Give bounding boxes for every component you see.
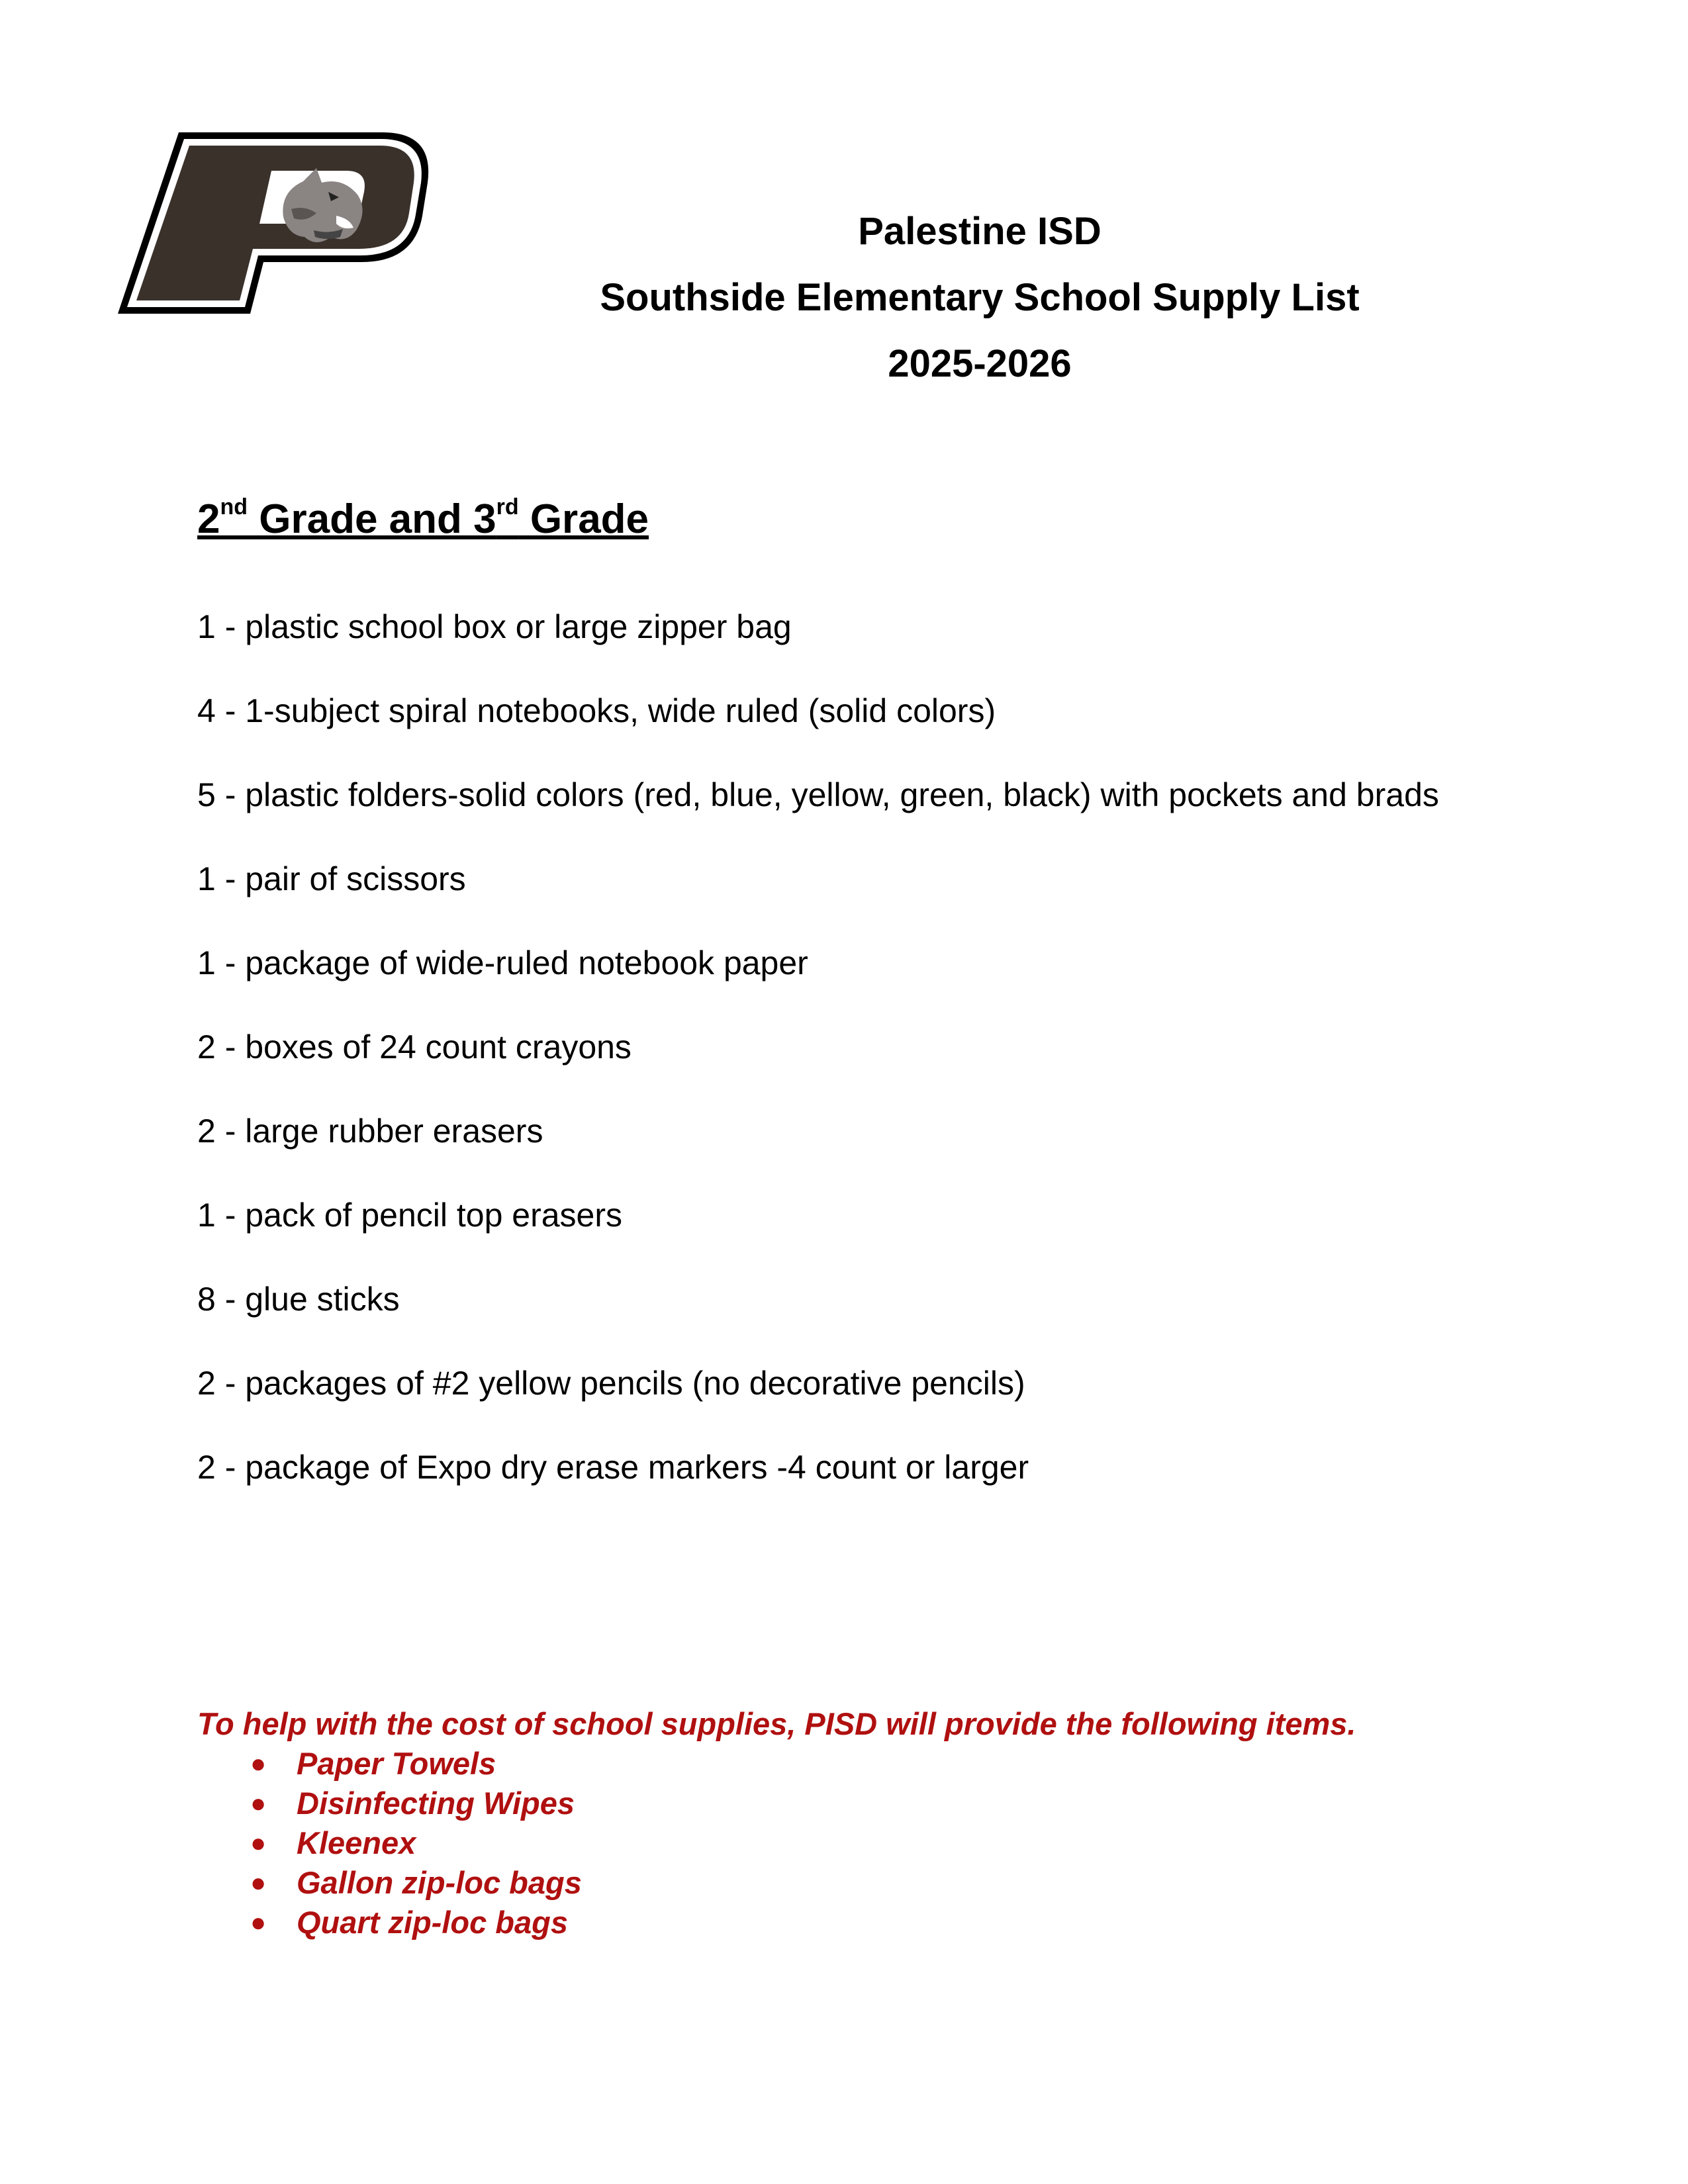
bullet-icon: ●	[250, 1908, 267, 1937]
supply-item: 2 - package of Expo dry erase markers -4 count or larger	[197, 1449, 1029, 1486]
supply-item: 8 - glue sticks	[197, 1281, 400, 1318]
provided-item-label: Kleenex	[297, 1825, 416, 1860]
supply-item: 1 - pair of scissors	[197, 860, 466, 897]
supply-item: 5 - plastic folders-solid colors (red, blue, yellow, green, black) with pockets and brads	[197, 776, 1439, 813]
provided-item	[197, 1903, 1521, 1942]
wildcat-p-logo-icon	[118, 131, 436, 316]
provided-item	[197, 1744, 1521, 1784]
document-header	[530, 199, 1430, 397]
supply-item: 1 - pack of pencil top erasers	[197, 1197, 622, 1234]
provided-item-label: Quart zip-loc bags	[297, 1905, 568, 1940]
supply-item: 1 - plastic school box or large zipper bag	[197, 608, 792, 645]
provided-item	[197, 1784, 1521, 1823]
provided-item-label: Disinfecting Wipes	[297, 1786, 575, 1821]
provided-item	[197, 1823, 1521, 1863]
supply-list	[197, 599, 1508, 1524]
grade-heading-middle: Grade and 3	[248, 496, 496, 542]
district-name: Palestine ISD	[858, 210, 1102, 253]
grade-a-suffix: nd	[220, 494, 248, 520]
provided-item-label: Paper Towels	[297, 1746, 496, 1781]
school-logo	[118, 131, 436, 316]
grade-a-number: 2	[197, 496, 220, 542]
supply-item: 2 - boxes of 24 count crayons	[197, 1028, 632, 1066]
grade-heading	[197, 493, 649, 546]
supply-item: 2 - packages of #2 yellow pencils (no decorative pencils)	[197, 1365, 1025, 1402]
supply-item: 4 - 1-subject spiral notebooks, wide ruled (solid colors)	[197, 692, 996, 729]
provided-items-notice	[197, 1704, 1521, 1942]
notice-text: To help with the cost of school supplies, PISD will provide the following items.	[197, 1706, 1356, 1741]
school-year: 2025-2026	[888, 342, 1072, 385]
supply-item: 2 - large rubber erasers	[197, 1113, 543, 1150]
bullet-icon: ●	[250, 1868, 267, 1897]
supply-item: 1 - package of wide-ruled notebook paper	[197, 944, 808, 981]
provided-items-list	[197, 1744, 1521, 1942]
grade-b-suffix: rd	[496, 494, 519, 520]
bullet-icon: ●	[250, 1829, 267, 1858]
grade-heading-end: Grade	[518, 496, 649, 542]
document-title: Southside Elementary School Supply List	[600, 276, 1360, 319]
provided-item	[197, 1863, 1521, 1903]
provided-item-label: Gallon zip-loc bags	[297, 1865, 582, 1900]
bullet-icon: ●	[250, 1749, 267, 1778]
bullet-icon: ●	[250, 1789, 267, 1818]
